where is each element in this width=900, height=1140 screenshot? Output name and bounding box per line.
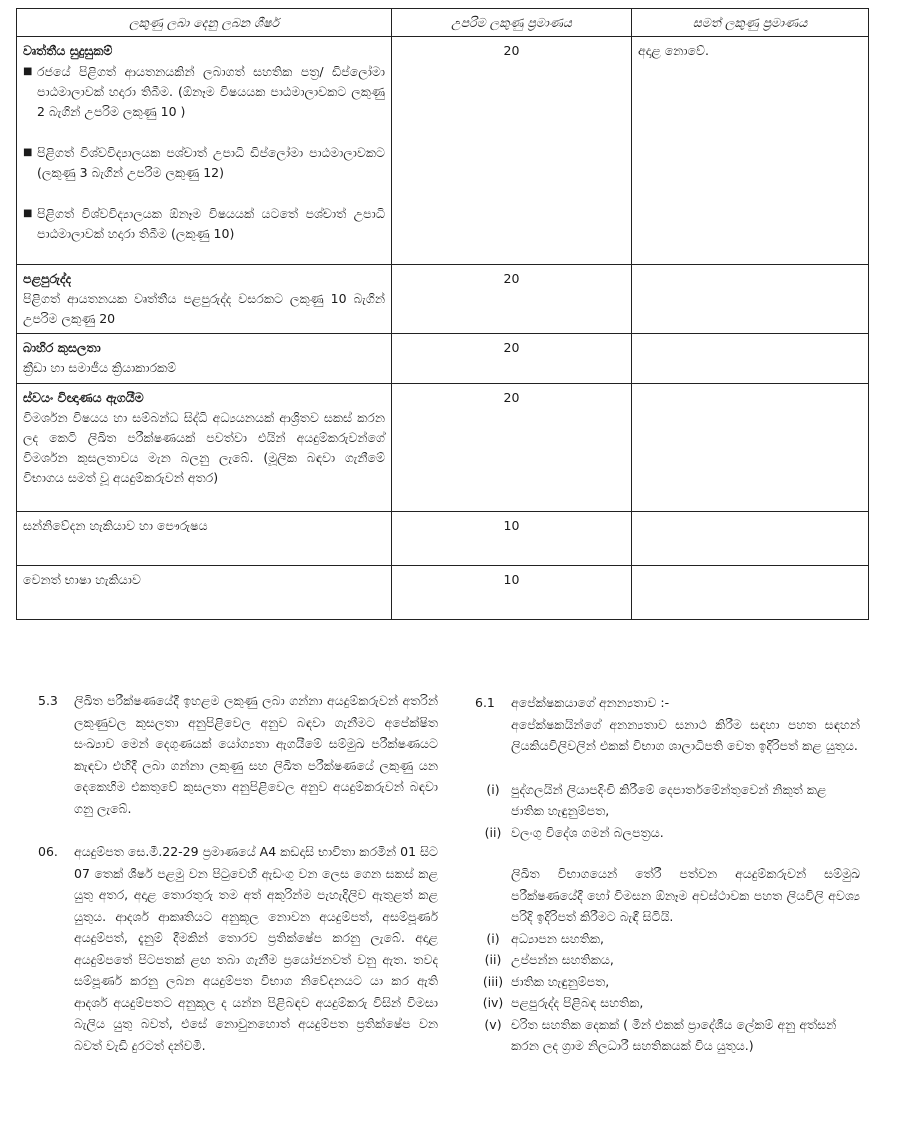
list-item-text: රජයේ පිළිගත් ආයතනයකින් ලබාගත් සහතික පත්‍ර/ ඩිප්ලෝමා පාඨමාලාවක් හදාරා තිබීම. (ඕනෑම විෂයයක පාඨමාලාවකට ලකුණු 2 බැගින් උපරිම ලකුණු 10 ) [37,64,385,119]
max-marks-cell: 20 [392,384,632,512]
list-item [475,992,860,1014]
list-item [23,204,385,244]
item-text: චරිත සහතික දෙකක් ( මින් එකක් ප්‍රාදේශීය ලේකම් අනු අත්සන් කරන ලද ග්‍රාම නිලධාරී සහතිකයක් විය යුතුය.) [511,1016,837,1053]
criteria-cell [17,265,392,334]
item-number: (iv) [482,995,504,1010]
right-column [475,692,860,1057]
section-text: අයදුම්පත සෙ.මී.22-29 ප්‍රමාණයේ A4 කඩදාසි භාවිතා කරමින් 01 සිට 07 තෙක් ශීර්ෂ පළමු වන පිටුවෙහි ඇඩංගු වන ලෙස ගෙන සකස් කළ යුතු අතර, අදාළ තොරතුරු තම අත් අකුරින්ම පැහැදිලිව ඇතුළත් කළ යුතුය. ආදර්ශ ආකෘතියට අනුකූල නොවන අයදුම්පත්, අසම්පූර්ණ අයදුම්පත්, දැනුම් දීමකින් තොරව ප්‍රතික්ෂේප කරනු ලැබේ. අදාළ අයදුම්පතේ පිටපතක් ළඟ තබා ගැනීම ප්‍රයෝජනවත් වනු ඇත. තවද සම්පූර්ණ කරනු ලබන අයදුම්පත විභාග නිවේදනයට යා කර ඇති ආදර්ශ අයදුම්පතට අනුකූල ද යන්න පිළිබඳව අයදුම්කරු විසින් විමසා බැලිය යුතු බවත්, එසේ නොවුනහොත් අයදුම්පත ප්‍රතික්ෂේප වන බවත් වැඩි දුරටත් දන්වමි. [74,844,438,1053]
section-text: අපේක්ෂකයින්ගේ අනන්‍යතාව සනාථ කිරීම සඳහා පහත සඳහන් ලියකියවිලිවලින් එකක් විභාග ශාලාධිපති වෙත ඉදිරිපත් කළ යුතුය. [511,716,860,753]
max-marks-cell: 20 [392,37,632,265]
pass-marks-cell [632,566,869,620]
table-row [17,265,869,334]
table-row [17,334,869,384]
criteria-cell [17,37,392,265]
section-5-3 [38,690,438,819]
section-6-1 [475,692,860,714]
list-item [23,143,385,183]
header-criteria: ලකුණු ලබා දෙනු ලබන ශීර්ෂ [17,9,392,37]
square-bullet-icon: ■ [23,66,33,77]
square-bullet-icon: ■ [23,208,33,219]
table-row [17,566,869,620]
section-text: ලිඛිත පරීක්ෂණයේදී ඉහළම ලකුණු ලබා ගන්නා අයදුම්කරුවන් අතරින් ලකුණුවල කුසලතා අනුපිළිවෙල අනුව බඳවා ගැනීමට අපේක්ෂිත සංඛ්‍යාව මෙන් දෙගුණයක් යෝග්‍යතා ඇගයීමේ සම්මුඛ පරීක්ෂණයට කැඳවා එහිදී ලබා ගන්නා ලකුණු සහ ලිඛිත පරීක්ෂණයේ ලකුණු යන දෙකෙහිම එකතුවේ කුසලතා අනුපිළිවෙල අනුව අයදුම්කරුවන් බඳවා ගනු ලැබේ. [74,693,438,816]
item-text: පුද්ගලයින් ලියාපදිංචි කිරීමේ දෙපාර්තමේන්තුවෙන් නිකුත් කළ ජාතික හැඳුනුම්පත, [511,781,827,818]
row-title: පළපුරුද්ද [23,271,72,286]
pass-marks-cell [632,384,869,512]
section-number: 06. [38,844,58,859]
left-column [38,690,438,1056]
pass-marks-cell [632,334,869,384]
table-row [17,512,869,566]
item-number: (ii) [484,952,502,967]
item-text: අධ්‍යාපන සහතික, [511,930,604,946]
criteria-cell [17,384,392,512]
item-text: උප්පන්න සහතිකය, [511,952,614,967]
section-06 [38,841,438,1056]
header-pass-marks: සමත් ලකුණු ප්‍රමාණය [632,9,869,37]
row-title: බාහිර කුසලතා [23,340,101,355]
item-number: (i) [486,781,500,797]
item-text: ජාතික හැඳුනුම්පත, [511,973,610,989]
list-item [475,971,860,993]
pass-marks-cell [632,512,869,566]
square-bullet-icon: ■ [23,147,33,158]
list-item [475,949,860,971]
item-number: (i) [486,930,500,946]
list-item [475,822,860,844]
row-description: ක්‍රීඩා හා සමාජීය ක්‍රියාකාරකම් [23,360,177,375]
list-item [475,928,860,950]
max-marks-cell: 20 [392,334,632,384]
list-item [23,62,385,122]
row-description: පිළිගත් ආයතනයක වෘත්තීය පළපුරුද්ද වසරකට ලකුණු 10 බැගින් උපරිම ලකුණු 20 [23,291,385,326]
section-heading: අපේක්ෂකයාගේ අනන්‍යතාව :- [511,695,670,710]
criteria-cell [17,334,392,384]
section-6-1-body [475,714,860,757]
criteria-cell: සන්නිවේදන හැකියාව හා පෞරුෂය [17,512,392,566]
row-title: වෘත්තීය සුදුසුකම් [23,43,113,58]
criteria-cell: වෙනත් භාෂා හැකියාව [17,566,392,620]
list-item [475,779,860,822]
marks-table [16,8,869,620]
list-item-text: පිළිගත් විශ්වවිද්‍යාලයක ඕනෑම විෂයයක් යටතේ පශ්චාත් උපාධි පාඨමාලාවක් හදාරා තිබීම (ලකුණු 10) [37,206,385,241]
item-text: පළපුරුද්ද පිළිබඳ සහතික, [511,995,644,1010]
item-text: වලංගු විදේශ ගමන් බලපත්‍රය. [511,824,664,840]
item-number: (iii) [482,973,504,989]
list-item-text: පිළිගත් විශ්වවිද්‍යාලයක පශ්චාත් උපාධි ඩිප්ලෝමා පාඨමාලාවකට (ලකුණු 3 බැගින් උපරිම ලකුණු 12) [37,145,385,180]
max-marks-cell: 20 [392,265,632,334]
table-row [17,384,869,512]
documents-paragraph [475,863,860,928]
pass-marks-cell: අදාළ නොවේ. [632,37,869,265]
max-marks-cell: 10 [392,566,632,620]
pass-marks-cell [632,265,869,334]
section-number: 6.1 [475,695,495,710]
section-text: ලිඛිත විභාගයෙන් තේරී පත්වන අයදුම්කරුවන් සම්මුඛ පරීක්ෂණයේදී හෝ විමසන ඕනෑම අවස්ථාවක පහත ලියවිලි අවශ්‍ය පරිදි ඉදිරිපත් කිරීමට බැඳී සිටියි. [511,866,860,924]
list-item [475,1014,860,1057]
row-description: විමර්ශන විෂයය හා සම්බන්ධ සිද්ධි අධ්‍යයනයක් ආශ්‍රිතව සකස් කරන ලද කෙටි ලිඛිත පරීක්ෂණයක් පවත්වා එයින් අයදුම්කරුවන්ගේ විමර්ශන කුසලතාවය මැන බලනු ලැබේ. (මූලික බඳවා ගැනීමේ විභාගය සමත් වූ අයදුම්කරුවන් අතර) [23,410,385,485]
max-marks-cell: 10 [392,512,632,566]
table-row [17,37,869,265]
item-number: (ii) [484,824,502,840]
item-number: (v) [484,1016,502,1032]
header-max-marks: උපරිම ලකුණු ප්‍රමාණය [392,9,632,37]
row-title: ස්වයං විඥාණය ඇගයීම [23,390,144,405]
table-header-row [17,9,869,37]
section-number: 5.3 [38,693,58,708]
